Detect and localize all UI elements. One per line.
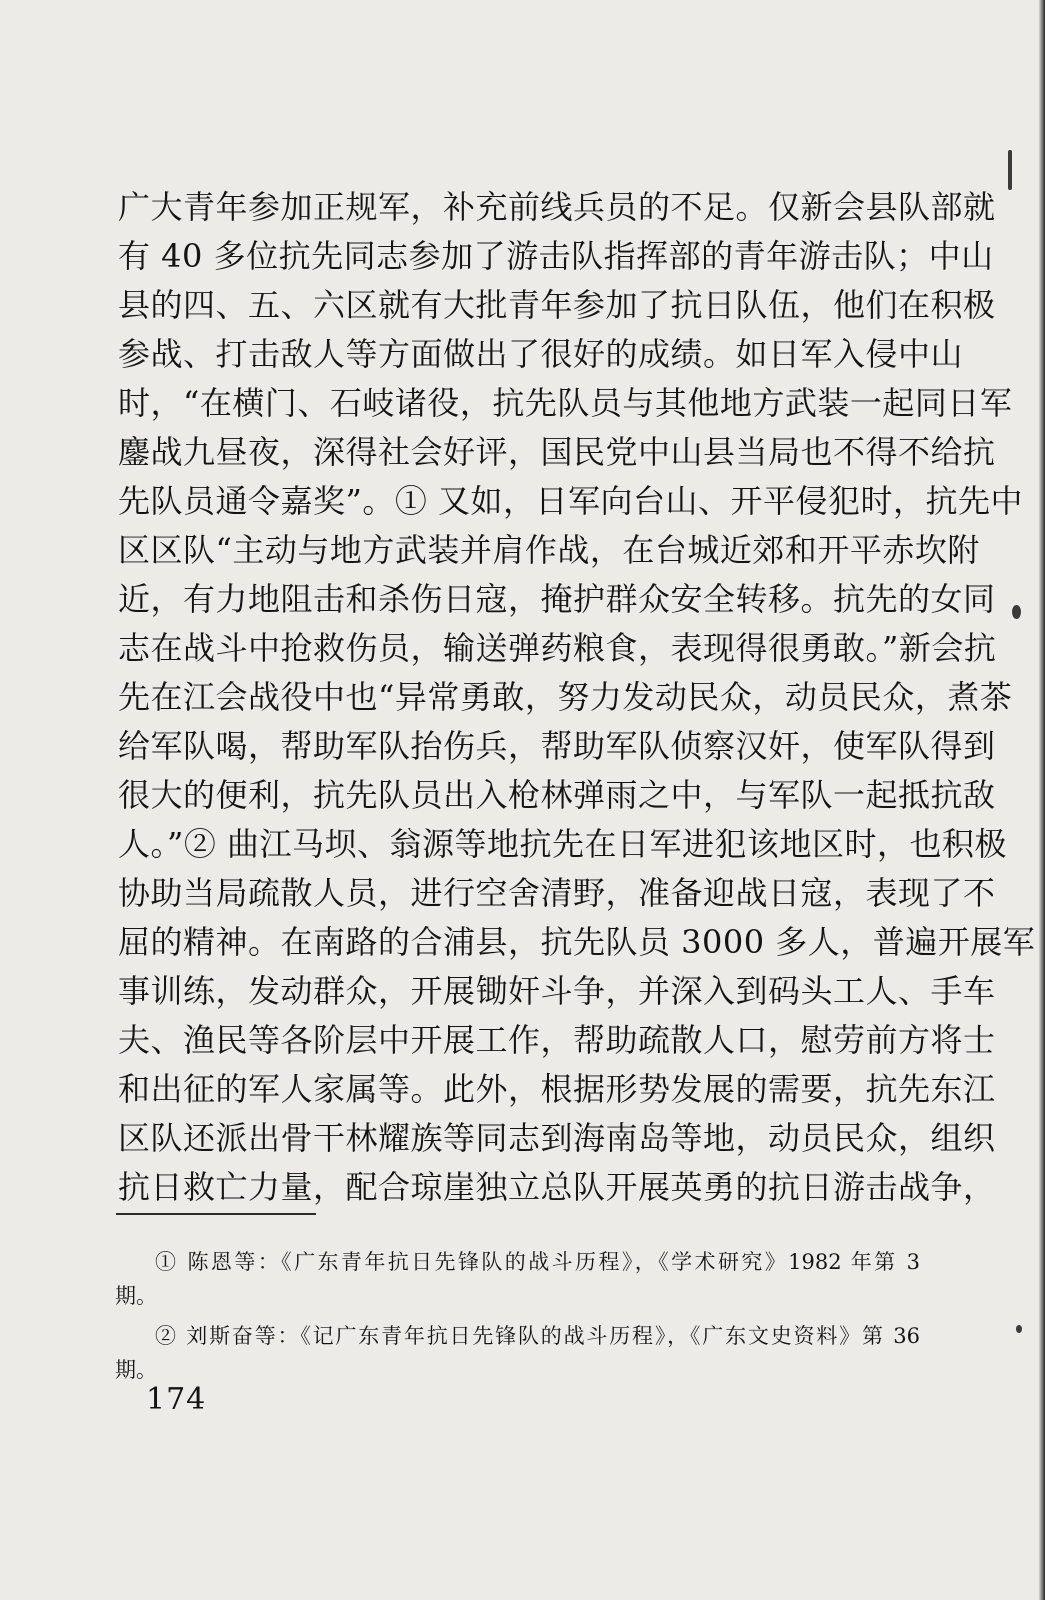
body-line: 区区队“主动与地方武装并肩作战，在台城近郊和开平赤坎附 [118,531,980,569]
body-line: 有 40 多位抗先同志参加了游击队指挥部的青年游击队；中山 [118,237,994,275]
footnote-continuation: 期。 [115,1284,157,1308]
body-line: 和出征的军人家属等。此外，根据形势发展的需要，抗先东江 [118,1070,996,1108]
body-line: 时，“在横门、石岐诸役，抗先队员与其他地方武装一起同日军 [118,384,1013,422]
footnote-text: ① 陈恩等：《广东青年抗日先锋队的战斗历程》，《学术研究》1982 年第 3 [155,1250,920,1274]
body-line: 广大青年参加正规军，补充前线兵员的不足。仅新会县队部就 [118,188,996,226]
footnote-continuation: 期。 [115,1358,157,1382]
body-line: 协助当局疏散人员，进行空舍清野，准备迎战日寇，表现了不 [118,874,996,912]
body-line: 近，有力地阻击和杀伤日寇，掩护群众安全转移。抗先的女同 [118,580,996,618]
scan-speck [1012,605,1021,619]
body-line: 先在江会战役中也“异常勇敢，努力发动民众，动员民众，煮茶 [118,678,1013,716]
body-line: 给军队喝，帮助军队抬伤兵，帮助军队侦察汉奸，使军队得到 [118,727,996,765]
footnote-1 [115,1245,920,1313]
page-number: 174 [146,1382,207,1417]
body-line: 区队还派出骨干林耀族等同志到海南岛等地，动员民众，组织 [118,1119,996,1157]
body-line: 抗日救亡力量，配合琼崖独立总队开展英勇的抗日游击战争， [118,1168,996,1206]
body-line: 事训练，发动群众，开展锄奸斗争，并深入到码头工人、手车 [118,972,996,1010]
scan-speck [1016,1325,1022,1333]
body-line: 鏖战九昼夜，深得社会好评，国民党中山县当局也不得不给抗 [118,433,996,471]
body-line: 夫、渔民等各阶层中开展工作，帮助疏散人口，慰劳前方将士 [118,1021,996,1059]
scan-speck [1008,150,1012,190]
body-line: 参战、打击敌人等方面做出了很好的成绩。如日军入侵中山 [118,335,964,373]
footnote-2 [115,1319,920,1387]
page-edge-shadow [1039,0,1045,1600]
body-line: 人。”② 曲江马坝、翁源等地抗先在日军进犯该地区时，也积极 [118,825,1008,863]
body-line: 先队员通令嘉奖”。① 又如，日军向台山、开平侵犯时，抗先中 [118,482,1024,520]
body-text [118,183,1036,1212]
footnote-divider [116,1213,316,1215]
body-line: 很大的便利，抗先队员出入枪林弹雨之中，与军队一起抵抗敌 [118,776,996,814]
footnotes [115,1245,920,1393]
body-line: 县的四、五、六区就有大批青年参加了抗日队伍，他们在积极 [118,286,996,324]
body-line: 屈的精神。在南路的合浦县，抗先队员 3000 多人，普遍开展军 [118,923,1036,961]
footnote-text: ② 刘斯奋等：《记广东青年抗日先锋队的战斗历程》，《广东文史资料》第 36 [155,1324,920,1348]
body-line: 志在战斗中抢救伤员，输送弹药粮食，表现得很勇敢。”新会抗 [118,629,997,667]
